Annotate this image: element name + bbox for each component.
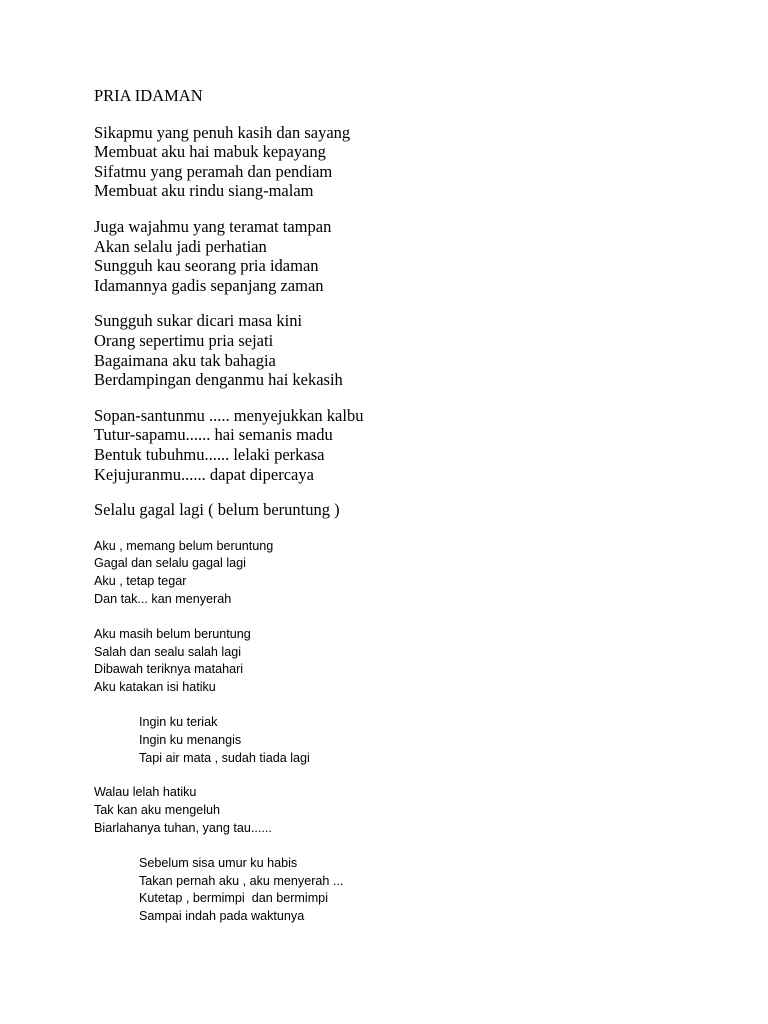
poem-line: Aku , tetap tegar — [94, 574, 187, 589]
poem-2-stanza-4 — [94, 784, 714, 837]
poem-line: Berdampingan denganmu hai kekasih — [94, 370, 343, 390]
poem-line: Akan selalu jadi perhatian — [94, 236, 267, 256]
poem-stanza-3 — [94, 311, 714, 389]
poem-line: Walau lelah hatiku — [94, 785, 197, 800]
poem-line: Sungguh sukar dicari masa kini — [94, 311, 303, 331]
poem-line: Juga wajahmu yang teramat tampan — [94, 216, 332, 236]
poem-line: Bagaimana aku tak bahagia — [94, 350, 276, 370]
poem-2-title: Selalu gagal lagi ( belum beruntung ) — [94, 500, 340, 520]
poem-line: Dan tak... kan menyerah — [94, 592, 232, 607]
poem-stanza-4 — [94, 406, 714, 484]
poem-line: Gagal dan selalu gagal lagi — [94, 556, 246, 571]
poem-title: PRIA IDAMAN — [94, 86, 203, 105]
poem-2-stanza-2 — [94, 626, 714, 697]
poem-line: Tak kan aku mengeluh — [94, 803, 221, 818]
poem-line: Tapi air mata , sudah tiada lagi — [139, 750, 310, 765]
poem-line: Ingin ku teriak — [139, 715, 218, 730]
poem-line: Biarlahanya tuhan, yang tau...... — [94, 821, 272, 836]
poem-line: Ingin ku menangis — [139, 732, 242, 747]
poem-line: Aku , memang belum beruntung — [94, 538, 274, 553]
poem-line: Sampai indah pada waktunya — [139, 909, 305, 924]
poem-2-stanza-3 — [94, 714, 714, 767]
poem-line: Bentuk tubuhmu...... lelaki perkasa — [94, 444, 325, 464]
poem-line: Dibawah teriknya matahari — [94, 662, 244, 677]
poem-line: Sifatmu yang peramah dan pendiam — [94, 161, 333, 181]
poem-line: Salah dan sealu salah lagi — [94, 644, 242, 659]
poem-line: Kutetap , bermimpi dan bermimpi — [139, 891, 328, 906]
poem-line: Membuat aku hai mabuk kepayang — [94, 142, 326, 162]
document-page — [94, 86, 714, 943]
poem-2-stanza-5 — [94, 855, 714, 926]
poem-line: Sebelum sisa umur ku habis — [139, 855, 298, 870]
poem-line: Sopan-santunmu ..... menyejukkan kalbu — [94, 405, 364, 425]
poem-line: Orang sepertimu pria sejati — [94, 330, 274, 350]
poem-line: Sikapmu yang penuh kasih dan sayang — [94, 122, 351, 142]
poem-line: Kejujuranmu...... dapat dipercaya — [94, 464, 314, 484]
poem-stanza-1 — [94, 123, 714, 201]
poem-2-stanza-1 — [94, 538, 714, 609]
poem-line: Idamannya gadis sepanjang zaman — [94, 275, 324, 295]
poem-stanza-2 — [94, 217, 714, 295]
poem-line: Membuat aku rindu siang-malam — [94, 181, 314, 201]
poem-line: Aku masih belum beruntung — [94, 626, 251, 641]
poem-line: Tutur-sapamu...... hai semanis madu — [94, 425, 333, 445]
poem-line: Takan pernah aku , aku menyerah ... — [139, 873, 344, 888]
poem-line: Aku katakan isi hatiku — [94, 680, 216, 695]
poem-line: Sungguh kau seorang pria idaman — [94, 256, 319, 276]
